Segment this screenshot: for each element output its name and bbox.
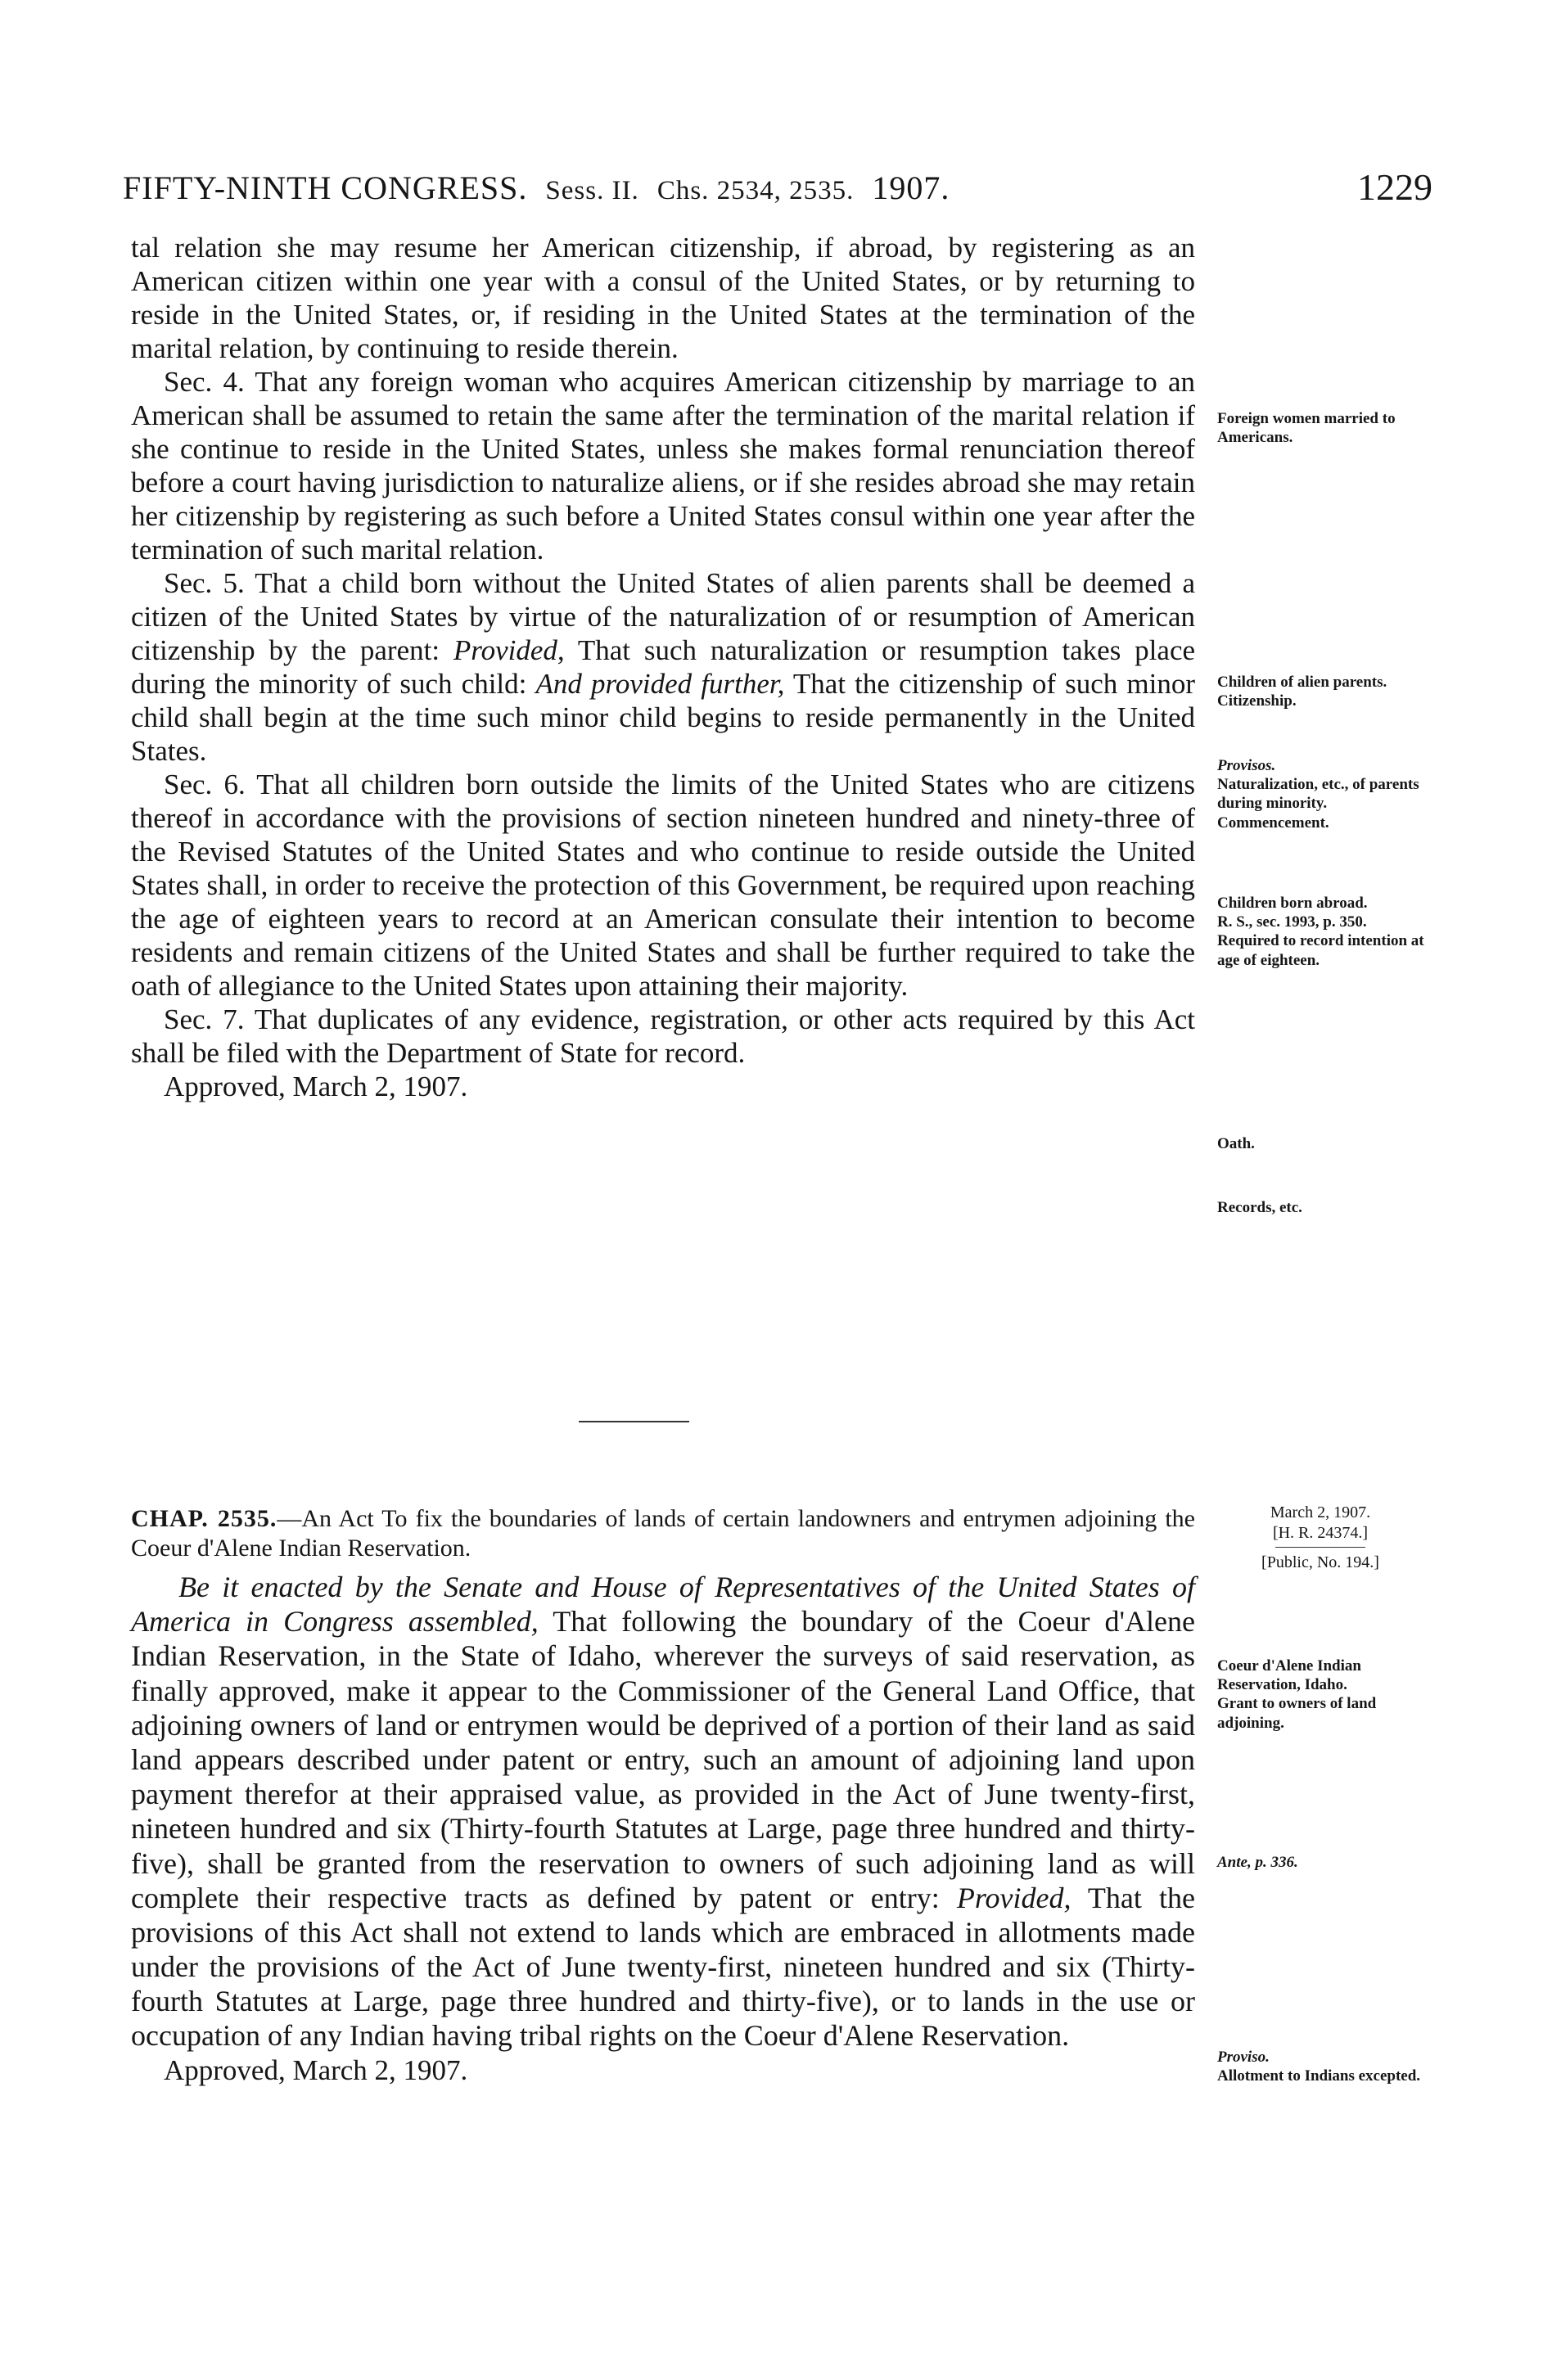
chapter-2535-proviso-term: Provided,	[956, 1881, 1072, 1914]
section-4-label: Sec. 4.	[164, 366, 245, 399]
chapter-2535-body-b: That the provisions of this Act shall not extend to lands which are embraced in allotments made under the provisions of the Act of June twenty-first, nineteen hundred and six (Thirty-fourth Statutes at Large, page three hundred and thirty-five), or to lands in the use or occupation of any Indian having tribal rights on the Coeur d'Alene Reservation.	[131, 1881, 1195, 2053]
running-head	[123, 169, 950, 207]
section-5	[131, 566, 1195, 768]
section-7-label: Sec. 7.	[164, 1003, 245, 1036]
margin-note-required-record: Required to record intention at age of eighteen.	[1217, 932, 1424, 969]
margin-note-naturalization: Naturalization, etc., of parents during minority.	[1217, 776, 1419, 813]
session-label: Sess. II.	[545, 176, 639, 205]
margin-note-allotment: Allotment to Indians excepted.	[1217, 2067, 1421, 2085]
margin-note-children-alien	[1217, 673, 1438, 710]
chapter-label: CHAP. 2535.	[131, 1505, 277, 1532]
margin-note-grant: Grant to owners of land adjoining.	[1217, 1695, 1377, 1732]
chapter-2535-approved: Approved, March 2, 1907.	[164, 2053, 468, 2086]
congress-label: FIFTY-NINTH CONGRESS.	[123, 169, 528, 206]
margin-note-proviso-heading: Proviso.	[1217, 2049, 1270, 2066]
section-7-text: That duplicates of any evidence, registration, or other acts required by this Act shall be filed with the Department of State for record.	[131, 1003, 1195, 1070]
margin-note-revised-statutes: R. S., sec. 1993, p. 350.	[1217, 913, 1367, 931]
proviso-further-term: And provided further,	[535, 668, 785, 701]
margin-note-provisos-heading: Provisos.	[1217, 757, 1276, 774]
section-7	[131, 1003, 1195, 1070]
margin-note-foreign-women: Foreign women married to Americans.	[1217, 410, 1396, 447]
chapters-label: Chs. 2534, 2535.	[656, 176, 855, 205]
margin-note-coeur-dalene	[1217, 1657, 1438, 1733]
bill-info-rule	[1275, 1547, 1365, 1548]
chapter-2535-text	[131, 1570, 1195, 2087]
bill-date: March 2, 1907.	[1270, 1503, 1371, 1521]
proviso-term: Provided,	[453, 634, 565, 667]
margin-note-records: Records, etc.	[1217, 1199, 1302, 1216]
section-5-text-a: That a child born without the United States of alien parents shall be deemed a citizen of the United States by virtue of the naturalization of or resumption of American citizenship by the parent:	[131, 567, 1196, 667]
page-number: 1229	[1357, 166, 1432, 208]
section-4	[131, 365, 1195, 566]
margin-note-children-abroad-heading: Children born abroad.	[1217, 895, 1368, 912]
continuation-paragraph: tal relation she may resume her American citizenship, if abroad, by registering as an American citizen within one year with a consul of the United States, or by returning to reside in the United States, or, if residing in the United States at the termination of the marital relation, by continuing to reside therein.	[131, 232, 1195, 365]
chapter-title: —An Act To fix the boundaries of lands of certain landowners and entrymen adjoining the Coeur d'Alene Indian Reservation.	[131, 1505, 1195, 1562]
margin-note-provisos	[1217, 756, 1438, 832]
bill-info	[1202, 1503, 1439, 1573]
chapter-divider	[579, 1421, 689, 1422]
margin-note-oath: Oath.	[1217, 1135, 1255, 1152]
section-6-label: Sec. 6.	[164, 769, 246, 801]
margin-note-commencement: Commencement.	[1217, 814, 1329, 832]
margin-note-ante: Ante, p. 336.	[1217, 1854, 1298, 1871]
section-6-text: That all children born outside the limits of the United States who are citizens thereof in accordance with the provisions of section nineteen hundred and ninety-three of the Revised Statutes of the United States and who continue to reside outside the United States shall, in order to receive the protection of this Government, be required upon reaching the age of eighteen years to record at an American consulate their intention to become residents and remain citizens of the United States and shall be further required to take the oath of allegiance to the United States upon attaining their majority.	[131, 769, 1195, 1003]
year-label: 1907.	[872, 169, 950, 206]
approved-line: Approved, March 2, 1907.	[164, 1071, 468, 1103]
bill-number: [H. R. 24374.]	[1272, 1524, 1369, 1542]
margin-note-children-alien-heading: Children of alien parents.	[1217, 674, 1387, 691]
chapter-2535-body-a: That following the boundary of the Coeur d'Alene Indian Reservation, in the State of Idaho, wherever the surveys of said reservation, as finally approved, make it appear to the Commissioner of the General Land Office, that adjoining owners of land or entrymen would be deprived of a portion of their land as said land appears described under patent or entry, such an amount of adjoining land upon payment therefor at their appraised value, as provided in the Act of June twenty-first, nineteen hundred and six (Thirty-fourth Statutes at Large, page three hundred and thirty-five), shall be granted from the reservation to owners of such adjoining land as will complete their respective tracts as defined by patent or entry:	[131, 1605, 1195, 1914]
public-number: [Public, No. 194.]	[1261, 1553, 1379, 1571]
chapter-2534-text	[131, 231, 1195, 1103]
section-5-text-c: That the citizenship of such minor child shall begin at the time such minor child begins to reside permanently in the United States.	[131, 668, 1196, 768]
section-5-text-b: That such naturalization or resumption takes place during the minority of such child:	[131, 634, 1196, 701]
section-4-text: That any foreign woman who acquires American citizenship by marriage to an American shall be assumed to retain the same after the termination of the marital relation if she continue to reside in the United States, unless she makes formal renunciation thereof before a court having jurisdiction to naturalize aliens, or if she resides abroad she may retain her citizenship by registering as such before a United States consul within one year after the termination of such marital relation.	[131, 366, 1195, 566]
running-head-bar	[123, 166, 1432, 218]
section-5-label: Sec. 5.	[164, 567, 245, 600]
section-6	[131, 768, 1195, 1003]
enacting-clause: Be it enacted by the Senate and House of Representatives of the United States of America in Congress assembled,	[131, 1571, 1195, 1639]
margin-note-reservation: Coeur d'Alene Indian Reservation, Idaho.	[1217, 1657, 1361, 1694]
margin-note-citizenship: Citizenship.	[1217, 692, 1297, 710]
chapter-2535-title	[131, 1504, 1195, 1563]
margin-note-children-abroad	[1217, 894, 1438, 970]
margin-note-proviso	[1217, 2048, 1438, 2085]
chapter-2535-body	[131, 1570, 1195, 2053]
